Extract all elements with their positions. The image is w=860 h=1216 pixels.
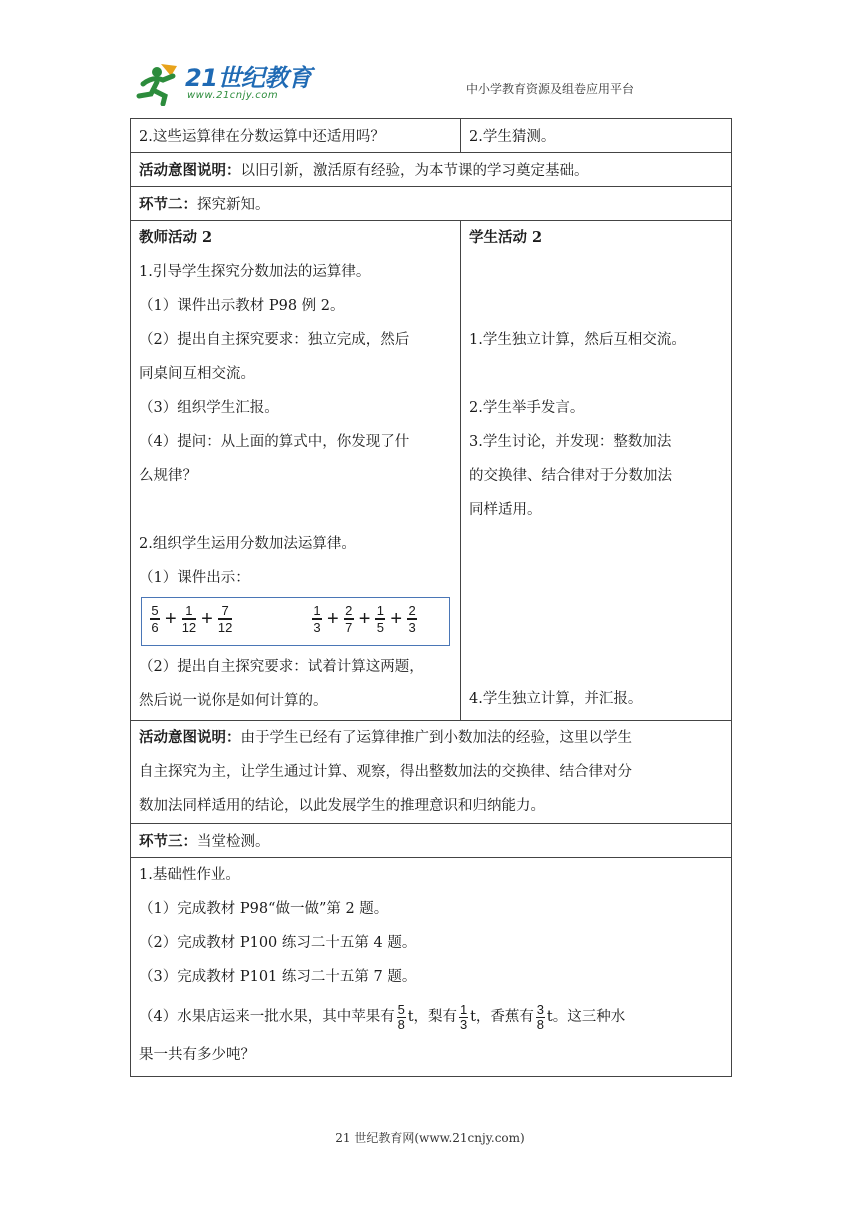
intent-text: 数加法同样适用的结论，以此发展学生的推理意识和归纳能力。 xyxy=(139,798,545,814)
section-label: 环节二： xyxy=(139,196,197,213)
intent-text: 由于学生已经有了运算律推广到小数加法的经验，这里以学生 xyxy=(240,730,632,746)
expression-1 xyxy=(148,603,234,635)
student-activity-cell xyxy=(461,221,732,721)
plus-operator: + xyxy=(390,607,403,630)
intent-row xyxy=(131,153,732,187)
teacher-line: （1）课件出示： xyxy=(139,570,250,586)
fraction: $\frac{1}{5}$ xyxy=(376,603,384,635)
exercise-text: t，香蕉有 xyxy=(470,1009,534,1025)
plus-operator: + xyxy=(201,607,213,630)
logo-url: www.21cnjy.com xyxy=(187,90,279,101)
exercise-line: 1.基础性作业。 xyxy=(139,867,240,883)
teacher-line: 2.组织学生运用分数加法运算律。 xyxy=(139,536,356,552)
exercise-row xyxy=(131,858,732,1077)
plus-operator: + xyxy=(358,607,371,630)
teacher-line: （2）提出自主探究要求：试着计算这两题， xyxy=(139,659,424,675)
plus-operator: + xyxy=(327,607,339,630)
fraction: $\frac{1}{12}$ xyxy=(181,603,197,635)
exercise-line: （3）完成教材 P101 练习二十五第 7 题。 xyxy=(139,969,417,985)
table-row xyxy=(131,119,732,153)
formula-box xyxy=(141,597,450,646)
activity-row xyxy=(131,221,732,721)
teacher-line: 么规律？ xyxy=(139,468,197,484)
section-cell xyxy=(131,824,732,858)
student-cell xyxy=(461,119,732,153)
fraction: $\frac{5}{8}$ xyxy=(397,1001,405,1032)
exercise-line: （2）完成教材 P100 练习二十五第 4 题。 xyxy=(139,935,417,951)
teacher-activity-cell xyxy=(131,221,461,721)
student-activity-title: 学生活动 2 xyxy=(469,229,543,246)
intent-cell xyxy=(131,153,732,187)
exercise-line: 果一共有多少吨？ xyxy=(139,1047,255,1063)
teacher-line: 1.引导学生探究分数加法的运算律。 xyxy=(139,264,371,280)
cell-text: 2.这些运算律在分数运算中还适用吗？ xyxy=(139,129,385,145)
exercise-line xyxy=(139,994,723,1040)
section-label: 环节三： xyxy=(139,833,197,850)
runner-logo-icon xyxy=(135,62,185,106)
logo-text: 21世纪教育 xyxy=(185,64,312,92)
student-line: 4.学生独立计算，并汇报。 xyxy=(469,691,643,707)
intent-text: 自主探究为主，让学生通过计算、观察，得出整数加法的交换律、结合律对分 xyxy=(139,764,632,780)
exercise-text: t。这三种水 xyxy=(546,1009,626,1025)
plus-operator: + xyxy=(165,607,177,630)
exercise-text: t，梨有 xyxy=(407,1009,458,1025)
section-row xyxy=(131,824,732,858)
intent-row xyxy=(131,721,732,824)
teacher-cell xyxy=(131,119,461,153)
teacher-line: 然后说一说你是如何计算的。 xyxy=(139,693,328,709)
section-text: 探究新知。 xyxy=(197,197,270,213)
cell-text: 2.学生猜测。 xyxy=(469,129,556,145)
site-logo xyxy=(135,62,325,106)
exercise-cell xyxy=(131,858,732,1077)
lesson-plan-table xyxy=(130,118,732,1077)
fraction: $\frac{1}{3}$ xyxy=(459,1001,468,1032)
section-row xyxy=(131,187,732,221)
teacher-line: （4）提问：从上面的算式中，你发现了什 xyxy=(139,434,410,450)
teacher-activity-title: 教师活动 2 xyxy=(139,229,213,246)
teacher-line: （1）课件出示教材 P98 例 2。 xyxy=(139,298,345,314)
teacher-line: 同桌间互相交流。 xyxy=(139,366,255,382)
page-footer: 21 世纪教育网(www.21cnjy.com) xyxy=(335,1131,525,1145)
fraction: $\frac{3}{8}$ xyxy=(536,1001,544,1032)
intent-cell xyxy=(131,721,732,824)
section-text: 当堂检测。 xyxy=(197,834,270,850)
student-line: 同样适用。 xyxy=(469,502,542,518)
platform-name: 中小学教育资源及组卷应用平台 xyxy=(466,82,635,96)
section-cell xyxy=(131,187,732,221)
fraction: $\frac{1}{3}$ xyxy=(313,603,321,635)
exercise-text: （4）水果店运来一批水果，其中苹果有 xyxy=(139,1009,395,1025)
teacher-line: （3）组织学生汇报。 xyxy=(139,400,279,416)
intent-label: 活动意图说明： xyxy=(139,162,241,179)
expression-2 xyxy=(310,603,419,635)
fraction: $\frac{7}{12}$ xyxy=(217,603,233,635)
student-line: 3.学生讨论，并发现：整数加法 xyxy=(469,434,672,450)
intent-text: 以旧引新，激活原有经验，为本节课的学习奠定基础。 xyxy=(240,163,589,179)
intent-label: 活动意图说明： xyxy=(139,729,241,746)
fraction: $\frac{2}{3}$ xyxy=(408,603,416,635)
exercise-line: （1）完成教材 P98“做一做”第 2 题。 xyxy=(139,901,389,917)
fraction: $\frac{5}{6}$ xyxy=(151,603,159,635)
student-line: 2.学生举手发言。 xyxy=(469,400,585,416)
student-line: 的交换律、结合律对于分数加法 xyxy=(469,468,672,484)
fraction: $\frac{2}{7}$ xyxy=(345,603,353,635)
student-line: 1.学生独立计算，然后互相交流。 xyxy=(469,332,686,348)
teacher-line: （2）提出自主探究要求：独立完成，然后 xyxy=(139,332,410,348)
